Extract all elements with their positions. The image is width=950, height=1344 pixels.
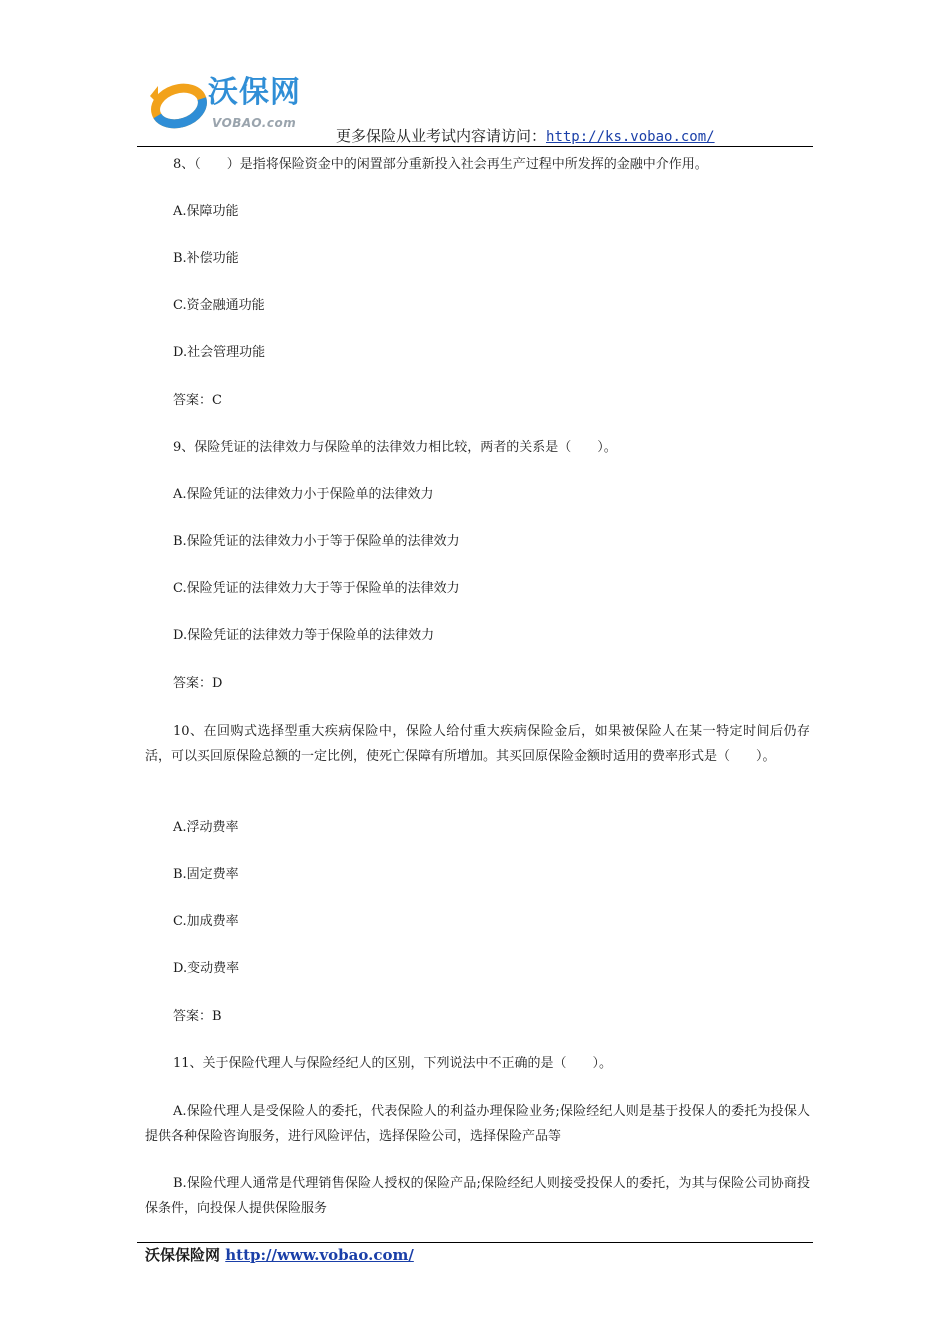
- question-10-stem: 10、在回购式选择型重大疾病保险中，保险人给付重大疾病保险金后，如果被保险人在某一特定时间后仍存活，可以买回原保险总额的一定比例，使死亡保障有所增加。其买回原保险金额时适用的费率形式是（ ）。: [145, 724, 810, 764]
- question-8-option-d: D.社会管理功能: [173, 345, 266, 360]
- question-10-option-b: B.固定费率: [173, 867, 239, 882]
- question-10-option-d: D.变动费率: [173, 961, 240, 976]
- question-11-option-b: B.保险代理人通常是代理销售保险人授权的保险产品;保险经纪人则接受投保人的委托，为其与保险公司协商投保条件，向投保人提供保险服务: [145, 1176, 810, 1216]
- question-10-option-a: A.浮动费率: [173, 820, 239, 835]
- question-9-option-c: C.保险凭证的法律效力大于等于保险单的法律效力: [173, 581, 460, 596]
- question-8-stem: 8、（ ）是指将保险资金中的闲置部分重新投入社会再生产过程中所发挥的金融中介作用。: [173, 157, 708, 172]
- footer-link[interactable]: http://www.vobao.com/: [225, 1246, 414, 1264]
- header-tagline: [336, 126, 715, 147]
- logo-wordmark: 沃保网: [208, 75, 301, 110]
- question-8-option-b: B.补偿功能: [173, 251, 239, 266]
- footer: [145, 1244, 414, 1266]
- header-divider: [137, 146, 813, 147]
- question-8-option-a: A.保障功能: [173, 204, 239, 219]
- question-8-option-c: C.资金融通功能: [173, 298, 265, 313]
- question-9-answer: 答案：D: [173, 676, 223, 691]
- footer-divider: [137, 1242, 813, 1243]
- footer-brand: 沃保保险网: [145, 1246, 221, 1264]
- question-8-answer: 答案：C: [173, 393, 222, 408]
- header-prompt: 更多保险从业考试内容请访问：: [336, 127, 547, 145]
- header-link[interactable]: http://ks.vobao.com/: [546, 129, 715, 145]
- question-9-option-d: D.保险凭证的法律效力等于保险单的法律效力: [173, 628, 435, 643]
- question-10-answer: 答案：B: [173, 1009, 222, 1024]
- logo-domain: VOBAO.com: [212, 116, 297, 130]
- question-10-option-c: C.加成费率: [173, 914, 239, 929]
- vobao-logo[interactable]: [146, 76, 336, 136]
- question-9-option-a: A.保险凭证的法律效力小于保险单的法律效力: [173, 487, 434, 502]
- question-9-stem: 9、保险凭证的法律效力与保险单的法律效力相比较，两者的关系是（ ）。: [173, 440, 617, 455]
- question-11-stem: 11、关于保险代理人与保险经纪人的区别，下列说法中不正确的是（ ）。: [173, 1056, 613, 1071]
- question-9-option-b: B.保险凭证的法律效力小于等于保险单的法律效力: [173, 534, 460, 549]
- question-11-option-a: A.保险代理人是受保险人的委托，代表保险人的利益办理保险业务;保险经纪人则是基于投保人的委托为投保人提供各种保险咨询服务，进行风险评估，选择保险公司，选择保险产品等: [145, 1104, 810, 1144]
- vobao-swirl-icon: [146, 76, 212, 134]
